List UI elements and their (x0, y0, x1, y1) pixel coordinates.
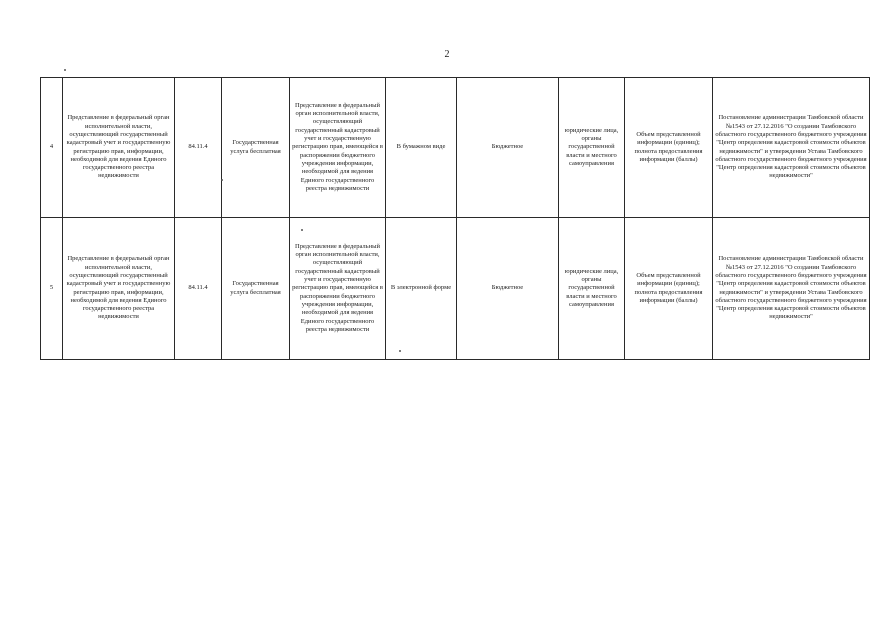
service-code-cell: 84.11.4 (175, 218, 222, 360)
services-table (40, 77, 870, 360)
service-content-cell: Представление в федеральный орган исполнительной власти, осуществляющий государственный кадастровый учет и государственную регистрацию прав, имеющейся в распоряжении бюджетного учреждения информации, необходимой для ведения Единого государственного реестра недвижимости (290, 78, 386, 218)
row-number-cell: 5 (41, 218, 63, 360)
service-type-cell: Государственная услуга бесплатная (222, 78, 290, 218)
scan-speck (64, 69, 66, 71)
page-number: 2 (444, 49, 450, 60)
funding-cell: Бюджетное (457, 218, 559, 360)
consumers-cell: юридические лица, органы государственной власти и местного самоуправления (559, 78, 625, 218)
legal-basis-cell: Постановление администрации Тамбовской области №1543 от 27.12.2016 "О создании Тамбовского областного государственного бюджетного учреждения "Центр определения кадастровой стоимости объектов недвижимости" и утверждении Устава Тамбовского областного государственного бюджетного учреждения "Центр определения кадастровой стоимости объектов недвижимости" (713, 218, 870, 360)
scan-speck (301, 229, 303, 231)
legal-basis-cell: Постановление администрации Тамбовской области №1543 от 27.12.2016 "О создании Тамбовского областного государственного бюджетного учреждения "Центр определения кадастровой стоимости объектов недвижимости" и утверждении Устава Тамбовского областного государственного бюджетного учреждения "Центр определения кадастровой стоимости объектов недвижимости" (713, 78, 870, 218)
service-type-cell: Государственная услуга бесплатная (222, 218, 290, 360)
service-name-cell: Представление в федеральный орган исполнительной власти, осуществляющий государственный кадастровый учет и государственную регистрацию прав, информации, необходимой для ведения Единого государственного реестра недвижимости (63, 78, 175, 218)
indicators-cell: Объем представленной информации (единиц); полнота предоставления информации (баллы) (625, 218, 713, 360)
scan-speck (399, 350, 401, 352)
table-row (41, 78, 870, 218)
scan-speck (221, 179, 223, 181)
service-content-cell: Представление в федеральный орган исполнительной власти, осуществляющий государственный кадастровый учет и государственную регистрацию прав, имеющейся в распоряжении бюджетного учреждения информации, необходимой для ведения Единого государственного реестра недвижимости (290, 218, 386, 360)
service-form-cell: В электронной форме (386, 218, 457, 360)
row-number-cell: 4 (41, 78, 63, 218)
service-form-cell: В бумажном виде (386, 78, 457, 218)
service-name-cell: Представление в федеральный орган исполнительной власти, осуществляющий государственный кадастровый учет и государственную регистрацию прав, информации, необходимой для ведения Единого государственного реестра недвижимости (63, 218, 175, 360)
table-row (41, 218, 870, 360)
indicators-cell: Объем представленной информации (единиц); полнота предоставления информации (баллы) (625, 78, 713, 218)
consumers-cell: юридические лица, органы государственной власти и местного самоуправления (559, 218, 625, 360)
service-code-cell: 84.11.4 (175, 78, 222, 218)
funding-cell: Бюджетное (457, 78, 559, 218)
